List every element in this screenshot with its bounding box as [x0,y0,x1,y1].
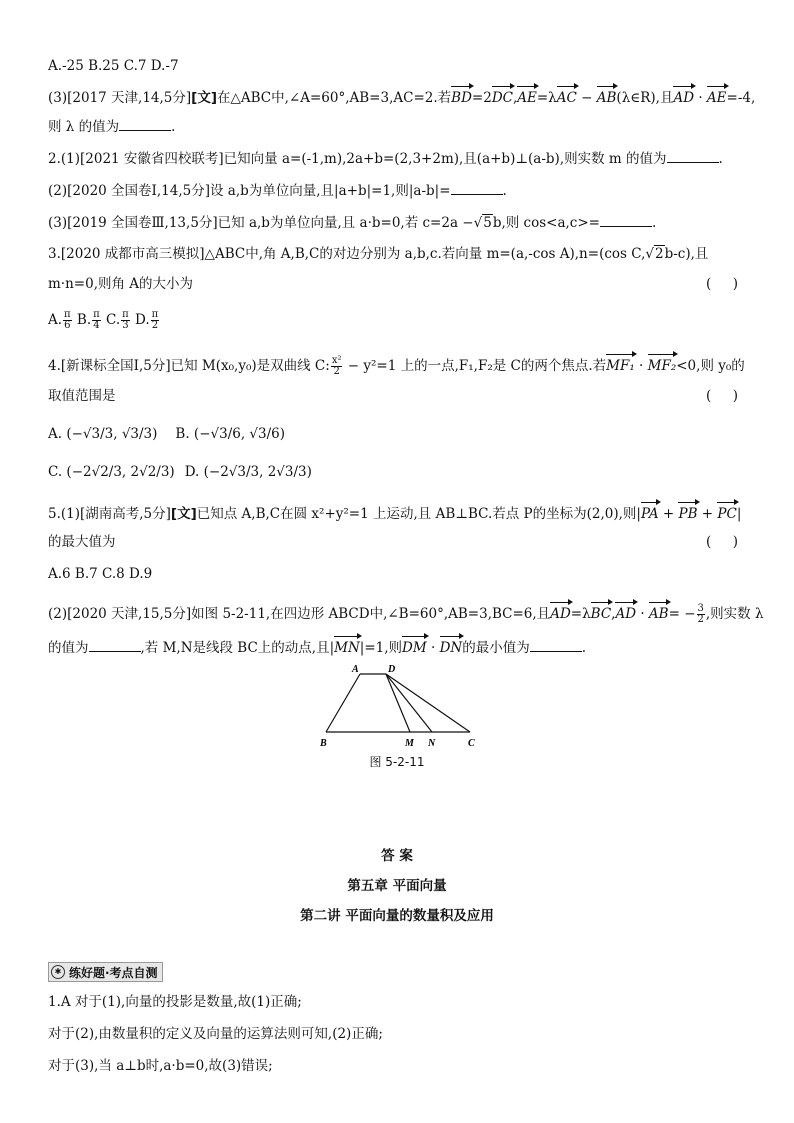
vector-bd: BD [451,86,472,108]
answer-1-part2: 对于(2),由数量积的定义及向量的运算法则可知,(2)正确; [48,1026,383,1042]
answer-blank [119,116,171,131]
section-badge: ✱ 练好题·考点自测 [48,962,163,982]
label-a: A [352,664,359,675]
vector-mf2: MF₂ [648,354,677,376]
label-m: M [405,738,414,749]
q5-2-line2: 的值为 ,若 M,N是线段 BC上的动点,且|MN|=1,则DM · DN的最小值为 . [48,636,586,658]
vector-pa: PA [641,502,659,524]
label-d: D [388,664,396,675]
q4-option-b: B. (−√3/6, √3/6) [175,426,286,442]
q3-line2: m·n=0,则角 A的大小为 [48,276,194,292]
vector-bc: BC [591,602,612,624]
vector-pc: PC [717,502,736,524]
segment-dn [386,674,432,732]
answer-blank [667,148,719,163]
segment-ab [326,674,360,732]
chapter-title: 第五章 平面向量 [347,878,447,894]
vector-pb: PB [678,502,697,524]
vector-dc: DC [492,86,513,108]
answer-blank [89,637,141,652]
q3-line1: 3.[2020 成都市高三模拟]△ABC中,角 A,B,C的对边分别为 a,b,c.若向量 m=(a,-cos A),n=(cos C,√2b-c),且 [48,246,709,262]
q4-option-c: C. (−2√2/3, 2√2/3) [48,464,175,480]
lecture-title: 第二讲 平面向量的数量积及应用 [300,908,494,924]
vector-ac: AC [557,86,577,108]
q1-3-line1: (3)[2017 天津,14,5分][文]在△ABC中,∠A=60°,AB=3,AC=2.若BD=2DC,AE=λAC − AB(λ∈R),且AD · AE=-4, [48,86,755,108]
answer-blank [530,637,582,652]
q2-1: 2.(1)[2021 安徽省四校联考]已知向量 a=(-1,m),2a+b=(2,3+2m),且(a+b)⊥(a-b),则实数 m 的值为 . [48,148,723,169]
q2-2: (2)[2020 全国卷Ⅰ,14,5分]设 a,b为单位向量,且|a+b|=1,则|a-b|= . [48,180,507,201]
label-c: C [468,738,475,749]
lightbulb-icon: ✱ [51,965,65,979]
q1-options: A.-25 B.25 C.7 D.-7 [48,58,179,74]
q1-3-source: (3)[2017 天津,14,5分] [48,90,192,106]
answer-1-part3: 对于(3),当 a⊥b时,a·b=0,故(3)错误; [48,1058,273,1074]
q5-1-options: A.6 B.7 C.8 D.9 [48,566,153,582]
q2-3: (3)[2019 全国卷Ⅲ,13,5分]已知 a,b为单位向量,且 a·b=0,若 c=2a −√5b,则 cos<a,c>= . [48,212,656,233]
answers-title: 答 案 [381,848,413,864]
q5-1-line2: 的最大值为 [48,534,116,550]
vector-dm: DM [402,636,427,658]
vector-ab: AB [597,86,617,108]
vector-mn: MN [334,636,360,658]
vector-ad: AD [673,86,694,108]
vector-mf1: MF₁ [606,354,635,376]
q5-1-line1: 5.(1)[湖南高考,5分][文]已知点 A,B,C在圆 x²+y²=1 上运动,且 AB⊥BC.若点 P的坐标为(2,0),则|PA + PB + PC| [48,502,741,524]
vector-ab: AB [649,602,669,624]
q4-options-cd [48,462,312,482]
q4-option-d: D. (−2√3/3, 2√3/3) [184,464,312,480]
vector-ae: AE [517,86,537,108]
q4-line1: 4.[新课标全国Ⅰ,5分]已知 M(x₀,y₀)是双曲线 C: $\frac{\text{x²}}{2}$ − y²=1 上的一点,F₁,F₂是 C的两个焦点.若MF₁ · MF₂<0,则 y₀的 [48,355,745,377]
q4-line2: 取值范围是 [48,388,116,404]
q3-options: A. $\frac{\pi}{6}$ B. $\frac{\pi}{4}$ C. $\frac{\pi}{3}$ D. $\frac{\pi}{2}$ [48,309,159,331]
q4-answer-paren: ( ) [706,388,738,404]
answer-blank [451,180,503,195]
figure-quadrilateral [316,662,486,750]
vector-ae-2: AE [707,86,727,108]
q5-2-line1: (2)[2020 天津,15,5分]如图 5-2-11,在四边形 ABCD中,∠B=60°,AB=3,BC=6,且AD=λBC,AD · AB= − $\frac{3}{2}$ ,则实数 λ [48,603,764,625]
figure-caption: 图 5-2-11 [369,755,425,769]
answer-1: 1.A 对于(1),向量的投影是数量,故(1)正确; [48,994,302,1010]
q3-answer-paren: ( ) [706,276,738,292]
q4-options-ab [48,424,285,444]
q5-1-answer-paren: ( ) [706,534,738,550]
vector-ad: AD [550,602,571,624]
vector-dn: DN [440,636,463,658]
q4-option-a: A. (−√3/3, √3/3) [48,426,158,442]
vector-ad-2: AD [615,602,636,624]
q1-3-line2: 则 λ 的值为 . [48,116,175,137]
q1-3-tag: [文] [191,90,217,106]
label-b: B [320,738,327,749]
answer-blank [600,212,652,227]
label-n: N [428,738,436,749]
